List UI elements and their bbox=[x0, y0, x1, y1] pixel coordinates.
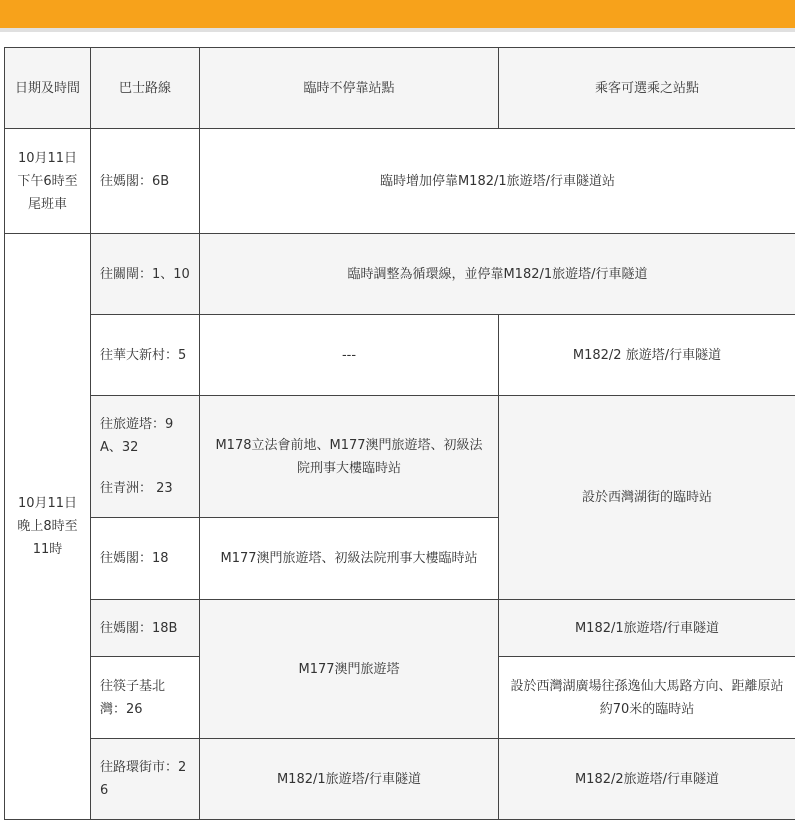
table-row bbox=[5, 129, 795, 234]
top-accent-bar bbox=[0, 0, 795, 32]
temp-stop-cell: M178立法會前地、M177澳門旅遊塔、初級法院刑事大樓臨時站 bbox=[200, 396, 499, 518]
header-date: 日期及時間 bbox=[5, 48, 91, 129]
date-cell: 10月11日下午6時至尾班車 bbox=[5, 129, 91, 234]
route-cell: 往媽閣：18 bbox=[91, 518, 200, 600]
route-cell: 往關閘：1、10 bbox=[91, 234, 200, 315]
temp-stop-cell: M177澳門旅遊塔 bbox=[200, 600, 499, 739]
header-route: 巴士路線 bbox=[91, 48, 200, 129]
alt-stop-cell: 設於西灣湖街的臨時站 bbox=[499, 396, 795, 600]
temp-stop-cell: M182/1旅遊塔/行車隧道 bbox=[200, 739, 499, 820]
table-row bbox=[5, 600, 795, 657]
header-alt-stop: 乘客可選乘之站點 bbox=[499, 48, 795, 129]
route-cell: 往媽閣：18B bbox=[91, 600, 200, 657]
table-row bbox=[5, 315, 795, 396]
alt-stop-cell: M182/1旅遊塔/行車隧道 bbox=[499, 600, 795, 657]
date-cell: 10月11日晚上8時至11時 bbox=[5, 234, 91, 820]
route-cell: 往筷子基北灣：26 bbox=[91, 657, 200, 739]
alt-stop-cell: M182/2旅遊塔/行車隧道 bbox=[499, 739, 795, 820]
table-row bbox=[5, 396, 795, 518]
alt-stop-cell: M182/2 旅遊塔/行車隧道 bbox=[499, 315, 795, 396]
merged-note-cell: 臨時調整為循環線，並停靠M182/1旅遊塔/行車隧道 bbox=[200, 234, 795, 315]
merged-note-cell: 臨時增加停靠M182/1旅遊塔/行車隧道站 bbox=[200, 129, 795, 234]
route-cell: 往華大新村：5 bbox=[91, 315, 200, 396]
temp-stop-cell: M177澳門旅遊塔、初級法院刑事大樓臨時站 bbox=[200, 518, 499, 600]
table-row bbox=[5, 234, 795, 315]
header-temp-stop: 臨時不停靠站點 bbox=[200, 48, 499, 129]
temp-stop-cell: --- bbox=[200, 315, 499, 396]
bus-schedule-table bbox=[4, 47, 795, 820]
table-row bbox=[5, 739, 795, 820]
route-spacer bbox=[100, 459, 190, 477]
route-cell bbox=[91, 396, 200, 518]
table-header-row bbox=[5, 48, 795, 129]
alt-stop-cell: 設於西灣湖廣場往孫逸仙大馬路方向、距離原站約70米的臨時站 bbox=[499, 657, 795, 739]
route-cell: 往路環街市：26 bbox=[91, 739, 200, 820]
route-label-qingzhou: 往青洲： 23 bbox=[100, 481, 173, 496]
route-label-tower: 往旅遊塔：9A、32 bbox=[100, 417, 174, 455]
route-cell: 往媽閣：6B bbox=[91, 129, 200, 234]
